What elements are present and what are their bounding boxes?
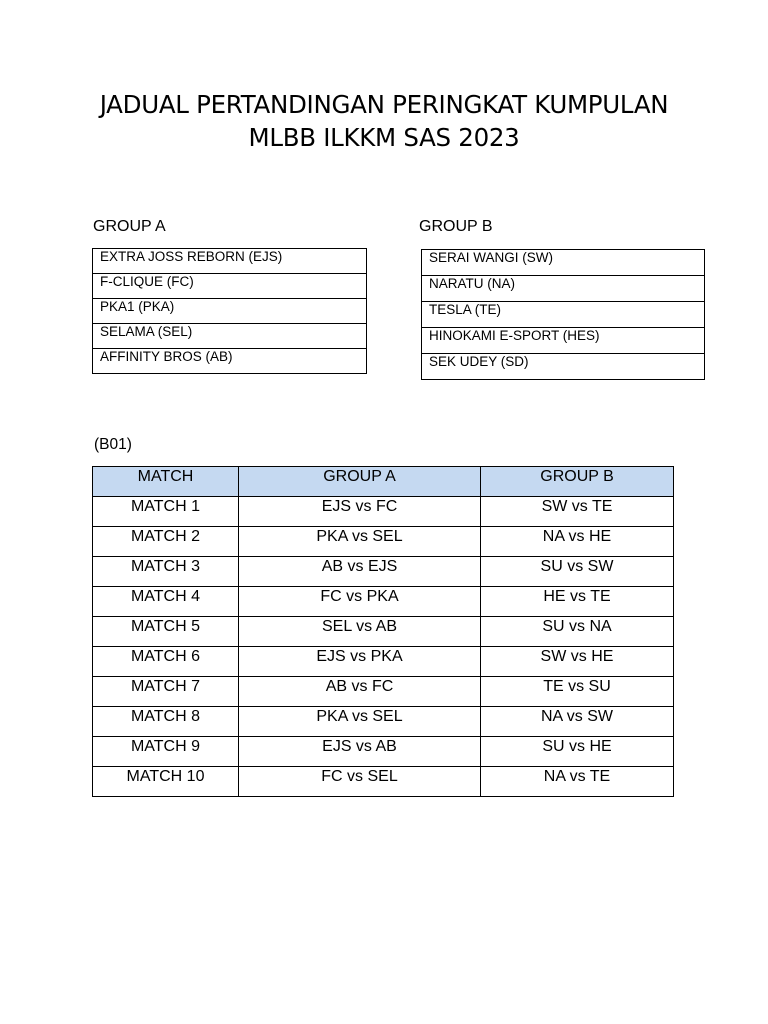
team-cell: F-CLIQUE (FC) [93, 274, 367, 299]
group-b-cell: NA vs SW [481, 707, 674, 737]
group-b-heading: GROUP B [419, 218, 493, 235]
table-row [93, 587, 674, 617]
table-row [93, 737, 674, 767]
table-row [422, 328, 705, 354]
table-row [93, 249, 367, 274]
group-a-cell: SEL vs AB [239, 617, 481, 647]
header-match: MATCH [93, 467, 239, 497]
group-b-cell: HE vs TE [481, 587, 674, 617]
header-group-b: GROUP B [481, 467, 674, 497]
table-row [93, 274, 367, 299]
table-header-row [93, 467, 674, 497]
group-b-cell: SU vs SW [481, 557, 674, 587]
group-b-cell: TE vs SU [481, 677, 674, 707]
match-cell: MATCH 2 [93, 527, 239, 557]
page-title [0, 88, 768, 154]
group-a-cell: PKA vs SEL [239, 527, 481, 557]
title-line-1: JADUAL PERTANDINGAN PERINGKAT KUMPULAN [99, 90, 669, 119]
team-cell: EXTRA JOSS REBORN (EJS) [93, 249, 367, 274]
match-schedule-table [92, 466, 674, 797]
group-b-cell: SW vs TE [481, 497, 674, 527]
group-a-heading: GROUP A [93, 218, 166, 235]
group-a-teams-table [92, 248, 367, 374]
table-row [93, 767, 674, 797]
match-cell: MATCH 8 [93, 707, 239, 737]
group-a-cell: PKA vs SEL [239, 707, 481, 737]
group-b-cell: SW vs HE [481, 647, 674, 677]
table-row [93, 647, 674, 677]
table-row [422, 276, 705, 302]
team-cell: SELAMA (SEL) [93, 324, 367, 349]
match-cell: MATCH 6 [93, 647, 239, 677]
table-row [422, 302, 705, 328]
match-cell: MATCH 3 [93, 557, 239, 587]
title-line-2: MLBB ILKKM SAS 2023 [248, 123, 520, 152]
team-cell: AFFINITY BROS (AB) [93, 349, 367, 374]
schedule-label: (B01) [94, 436, 132, 453]
header-group-a: GROUP A [239, 467, 481, 497]
group-a-cell: FC vs SEL [239, 767, 481, 797]
match-cell: MATCH 5 [93, 617, 239, 647]
table-row [93, 677, 674, 707]
table-row [93, 557, 674, 587]
table-row [93, 349, 367, 374]
team-cell: SEK UDEY (SD) [422, 354, 705, 380]
match-cell: MATCH 4 [93, 587, 239, 617]
group-b-cell: SU vs HE [481, 737, 674, 767]
group-b-cell: NA vs HE [481, 527, 674, 557]
match-cell: MATCH 10 [93, 767, 239, 797]
match-cell: MATCH 1 [93, 497, 239, 527]
group-a-cell: AB vs FC [239, 677, 481, 707]
match-cell: MATCH 9 [93, 737, 239, 767]
team-cell: NARATU (NA) [422, 276, 705, 302]
team-cell: PKA1 (PKA) [93, 299, 367, 324]
table-row [93, 707, 674, 737]
table-row [93, 617, 674, 647]
group-a-cell: EJS vs FC [239, 497, 481, 527]
group-a-cell: EJS vs AB [239, 737, 481, 767]
table-row [422, 354, 705, 380]
table-row [422, 250, 705, 276]
team-cell: TESLA (TE) [422, 302, 705, 328]
team-cell: HINOKAMI E-SPORT (HES) [422, 328, 705, 354]
table-row [93, 299, 367, 324]
match-cell: MATCH 7 [93, 677, 239, 707]
group-a-cell: AB vs EJS [239, 557, 481, 587]
group-b-cell: NA vs TE [481, 767, 674, 797]
table-row [93, 527, 674, 557]
group-b-cell: SU vs NA [481, 617, 674, 647]
group-a-cell: FC vs PKA [239, 587, 481, 617]
table-row [93, 497, 674, 527]
group-b-teams-table [421, 249, 705, 380]
team-cell: SERAI WANGI (SW) [422, 250, 705, 276]
group-a-cell: EJS vs PKA [239, 647, 481, 677]
table-row [93, 324, 367, 349]
